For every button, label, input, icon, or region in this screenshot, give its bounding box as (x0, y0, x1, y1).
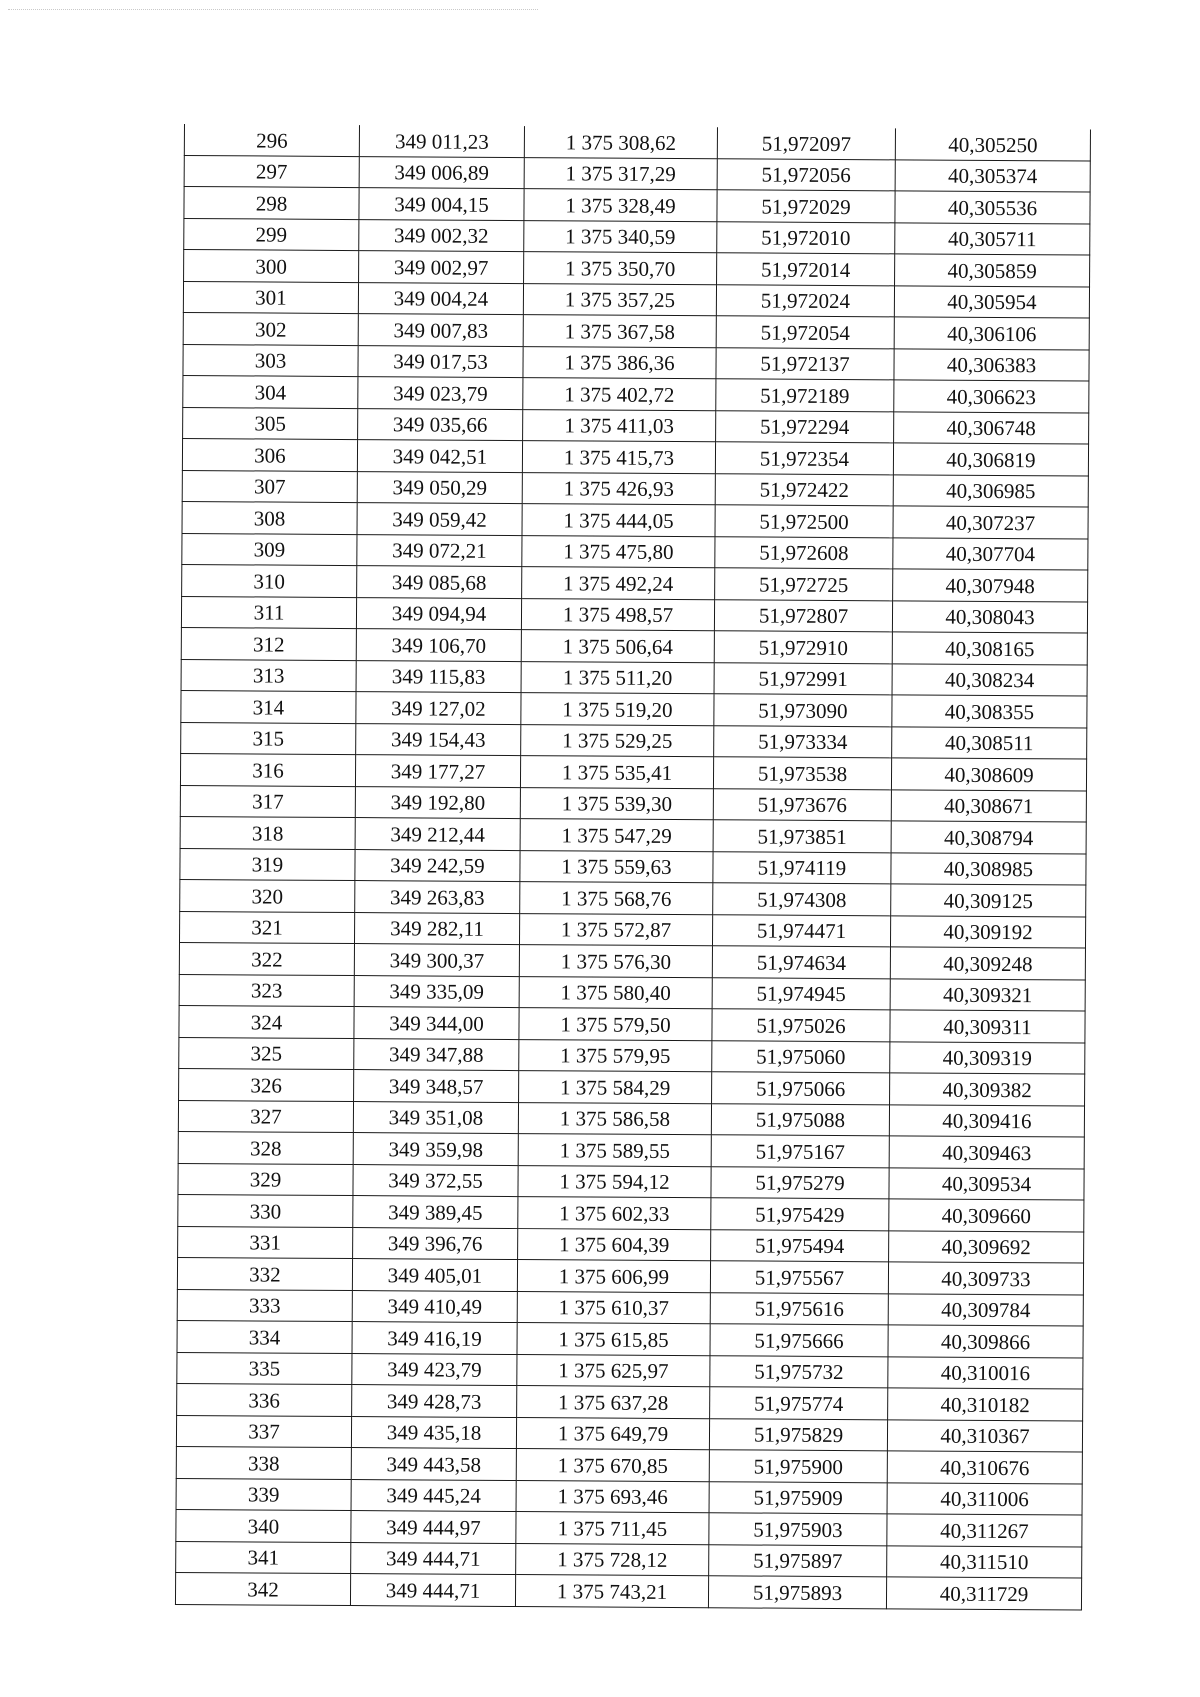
latitude-cell: 51,972608 (715, 536, 893, 569)
latitude-cell: 51,975567 (710, 1261, 888, 1294)
point-number-cell: 309 (182, 533, 357, 566)
latitude-cell: 51,975616 (710, 1292, 888, 1325)
y-coordinate-cell: 1 375 506,64 (521, 630, 714, 663)
point-number-cell: 308 (182, 501, 357, 534)
latitude-cell: 51,972097 (717, 127, 895, 159)
point-number-cell: 338 (176, 1446, 351, 1479)
longitude-cell: 40,309463 (889, 1136, 1084, 1169)
longitude-cell: 40,309784 (888, 1293, 1083, 1326)
latitude-cell: 51,975026 (712, 1009, 890, 1042)
latitude-cell: 51,974471 (712, 914, 890, 947)
y-coordinate-cell: 1 375 568,76 (520, 882, 713, 915)
x-coordinate-cell: 349 443,58 (351, 1448, 516, 1481)
y-coordinate-cell: 1 375 492,24 (522, 567, 715, 600)
longitude-cell: 40,305859 (895, 254, 1090, 287)
x-coordinate-cell: 349 347,88 (354, 1038, 519, 1071)
y-coordinate-cell: 1 375 308,62 (524, 126, 717, 158)
latitude-cell: 51,972024 (716, 284, 894, 317)
y-coordinate-cell: 1 375 317,29 (524, 157, 717, 190)
y-coordinate-cell: 1 375 511,20 (521, 661, 714, 694)
longitude-cell: 40,306985 (893, 474, 1088, 507)
point-number-cell: 315 (181, 722, 356, 755)
y-coordinate-cell: 1 375 579,50 (519, 1008, 712, 1041)
x-coordinate-cell: 349 423,79 (352, 1353, 517, 1386)
y-coordinate-cell: 1 375 328,49 (524, 189, 717, 222)
longitude-cell: 40,307237 (893, 506, 1088, 539)
latitude-cell: 51,973676 (713, 788, 891, 821)
x-coordinate-cell: 349 023,79 (358, 377, 523, 410)
latitude-cell: 51,972725 (715, 568, 893, 601)
longitude-cell: 40,306106 (894, 317, 1089, 350)
longitude-cell: 40,308794 (891, 821, 1086, 854)
longitude-cell: 40,306383 (894, 348, 1089, 381)
point-number-cell: 302 (183, 312, 358, 345)
latitude-cell: 51,972056 (717, 158, 895, 191)
y-coordinate-cell: 1 375 584,29 (519, 1071, 712, 1104)
y-coordinate-cell: 1 375 586,58 (518, 1102, 711, 1135)
latitude-cell: 51,972189 (716, 379, 894, 412)
longitude-cell: 40,309416 (889, 1104, 1084, 1137)
y-coordinate-cell: 1 375 415,73 (522, 441, 715, 474)
longitude-cell: 40,307948 (893, 569, 1088, 602)
latitude-cell: 51,972014 (717, 253, 895, 286)
longitude-cell: 40,306623 (894, 380, 1089, 413)
x-coordinate-cell: 349 094,94 (356, 597, 521, 630)
y-coordinate-cell: 1 375 579,95 (519, 1039, 712, 1072)
y-coordinate-cell: 1 375 693,46 (516, 1480, 709, 1513)
longitude-cell: 40,309192 (890, 915, 1085, 948)
x-coordinate-cell: 349 389,45 (353, 1196, 518, 1229)
point-number-cell: 316 (180, 753, 355, 786)
y-coordinate-cell: 1 375 367,58 (523, 315, 716, 348)
x-coordinate-cell: 349 444,71 (351, 1542, 516, 1575)
scan-dotted-line (8, 9, 538, 11)
x-coordinate-cell: 349 445,24 (351, 1479, 516, 1512)
latitude-cell: 51,975897 (709, 1544, 887, 1577)
longitude-cell: 40,311006 (887, 1482, 1082, 1515)
y-coordinate-cell: 1 375 340,59 (524, 220, 717, 253)
point-number-cell: 306 (182, 438, 357, 471)
x-coordinate-cell: 349 242,59 (355, 849, 520, 882)
longitude-cell: 40,309866 (888, 1325, 1083, 1358)
latitude-cell: 51,973851 (713, 820, 891, 853)
y-coordinate-cell: 1 375 637,28 (517, 1386, 710, 1419)
x-coordinate-cell: 349 072,21 (357, 534, 522, 567)
x-coordinate-cell: 349 002,97 (359, 251, 524, 284)
latitude-cell: 51,972294 (716, 410, 894, 443)
latitude-cell: 51,975909 (709, 1481, 887, 1514)
x-coordinate-cell: 349 004,15 (359, 188, 524, 221)
latitude-cell: 51,975774 (710, 1387, 888, 1420)
coordinates-table (175, 124, 1091, 1610)
longitude-cell: 40,309248 (890, 947, 1085, 980)
y-coordinate-cell: 1 375 670,85 (516, 1449, 709, 1482)
point-number-cell: 319 (180, 848, 355, 881)
latitude-cell: 51,975060 (712, 1040, 890, 1073)
longitude-cell: 40,309692 (889, 1230, 1084, 1263)
x-coordinate-cell: 349 282,11 (354, 912, 519, 945)
latitude-cell: 51,973090 (714, 694, 892, 727)
point-number-cell: 335 (177, 1352, 352, 1385)
point-number-cell: 298 (184, 187, 359, 220)
point-number-cell: 314 (181, 690, 356, 723)
point-number-cell: 296 (184, 124, 359, 156)
x-coordinate-cell: 349 263,83 (355, 881, 520, 914)
x-coordinate-cell: 349 344,00 (354, 1007, 519, 1040)
point-number-cell: 326 (179, 1068, 354, 1101)
x-coordinate-cell: 349 444,71 (350, 1574, 515, 1607)
latitude-cell: 51,975900 (709, 1450, 887, 1483)
x-coordinate-cell: 349 351,08 (353, 1101, 518, 1134)
x-coordinate-cell: 349 154,43 (356, 723, 521, 756)
y-coordinate-cell: 1 375 602,33 (518, 1197, 711, 1230)
point-number-cell: 320 (180, 879, 355, 912)
longitude-cell: 40,310182 (888, 1388, 1083, 1421)
longitude-cell: 40,305536 (895, 191, 1090, 224)
latitude-cell: 51,972137 (716, 347, 894, 380)
x-coordinate-cell: 349 359,98 (353, 1133, 518, 1166)
y-coordinate-cell: 1 375 350,70 (524, 252, 717, 285)
point-number-cell: 300 (184, 250, 359, 283)
longitude-cell: 40,308234 (892, 663, 1087, 696)
point-number-cell: 332 (177, 1257, 352, 1290)
latitude-cell: 51,972354 (715, 442, 893, 475)
x-coordinate-cell: 349 004,24 (358, 282, 523, 315)
longitude-cell: 40,308609 (891, 758, 1086, 791)
table-row (175, 1572, 1081, 1609)
x-coordinate-cell: 349 050,29 (357, 471, 522, 504)
y-coordinate-cell: 1 375 475,80 (522, 535, 715, 568)
x-coordinate-cell: 349 042,51 (357, 440, 522, 473)
x-coordinate-cell: 349 006,89 (359, 156, 524, 189)
latitude-cell: 51,972422 (715, 473, 893, 506)
point-number-cell: 310 (182, 564, 357, 597)
point-number-cell: 337 (176, 1415, 351, 1448)
x-coordinate-cell: 349 177,27 (355, 755, 520, 788)
y-coordinate-cell: 1 375 580,40 (519, 976, 712, 1009)
x-coordinate-cell: 349 396,76 (353, 1227, 518, 1260)
point-number-cell: 297 (184, 155, 359, 188)
longitude-cell: 40,308511 (892, 726, 1087, 759)
x-coordinate-cell: 349 002,32 (359, 219, 524, 252)
latitude-cell: 51,975494 (711, 1229, 889, 1262)
y-coordinate-cell: 1 375 559,63 (520, 850, 713, 883)
point-number-cell: 322 (179, 942, 354, 975)
x-coordinate-cell: 349 106,70 (356, 629, 521, 662)
longitude-cell: 40,307704 (893, 537, 1088, 570)
y-coordinate-cell: 1 375 711,45 (516, 1512, 709, 1545)
latitude-cell: 51,972054 (716, 316, 894, 349)
y-coordinate-cell: 1 375 547,29 (520, 819, 713, 852)
point-number-cell: 305 (183, 407, 358, 440)
longitude-cell: 40,306748 (894, 411, 1089, 444)
longitude-cell: 40,311729 (886, 1577, 1081, 1610)
y-coordinate-cell: 1 375 519,20 (521, 693, 714, 726)
latitude-cell: 51,973334 (714, 725, 892, 758)
y-coordinate-cell: 1 375 402,72 (523, 378, 716, 411)
latitude-cell: 51,972991 (714, 662, 892, 695)
latitude-cell: 51,975829 (709, 1418, 887, 1451)
longitude-cell: 40,310016 (888, 1356, 1083, 1389)
x-coordinate-cell: 349 416,19 (352, 1322, 517, 1355)
latitude-cell: 51,975429 (711, 1198, 889, 1231)
latitude-cell: 51,975903 (709, 1513, 887, 1546)
longitude-cell: 40,309660 (889, 1199, 1084, 1232)
y-coordinate-cell: 1 375 529,25 (521, 724, 714, 757)
longitude-cell: 40,310676 (887, 1451, 1082, 1484)
y-coordinate-cell: 1 375 572,87 (519, 913, 712, 946)
point-number-cell: 317 (180, 785, 355, 818)
y-coordinate-cell: 1 375 604,39 (518, 1228, 711, 1261)
point-number-cell: 340 (176, 1509, 351, 1542)
latitude-cell: 51,975732 (710, 1355, 888, 1388)
point-number-cell: 299 (184, 218, 359, 251)
latitude-cell: 51,972807 (714, 599, 892, 632)
point-number-cell: 341 (176, 1541, 351, 1574)
x-coordinate-cell: 349 300,37 (354, 944, 519, 977)
latitude-cell: 51,972029 (717, 190, 895, 223)
x-coordinate-cell: 349 085,68 (357, 566, 522, 599)
longitude-cell: 40,305954 (894, 285, 1089, 318)
point-number-cell: 330 (178, 1194, 353, 1227)
point-number-cell: 307 (182, 470, 357, 503)
point-number-cell: 311 (181, 596, 356, 629)
latitude-cell: 51,975279 (711, 1166, 889, 1199)
x-coordinate-cell: 349 372,55 (353, 1164, 518, 1197)
latitude-cell: 51,974634 (712, 946, 890, 979)
longitude-cell: 40,308985 (891, 852, 1086, 885)
point-number-cell: 323 (179, 974, 354, 1007)
y-coordinate-cell: 1 375 386,36 (523, 346, 716, 379)
latitude-cell: 51,972910 (714, 631, 892, 664)
point-number-cell: 334 (177, 1320, 352, 1353)
latitude-cell: 51,974945 (712, 977, 890, 1010)
point-number-cell: 327 (178, 1100, 353, 1133)
coordinates-table-body (175, 124, 1090, 1610)
longitude-cell: 40,308043 (892, 600, 1087, 633)
x-coordinate-cell: 349 127,02 (356, 692, 521, 725)
latitude-cell: 51,975066 (712, 1072, 890, 1105)
x-coordinate-cell: 349 007,83 (358, 314, 523, 347)
x-coordinate-cell: 349 428,73 (352, 1385, 517, 1418)
longitude-cell: 40,305711 (895, 222, 1090, 255)
point-number-cell: 301 (183, 281, 358, 314)
y-coordinate-cell: 1 375 606,99 (517, 1260, 710, 1293)
x-coordinate-cell: 349 035,66 (358, 408, 523, 441)
point-number-cell: 312 (181, 627, 356, 660)
y-coordinate-cell: 1 375 728,12 (516, 1543, 709, 1576)
y-coordinate-cell: 1 375 498,57 (521, 598, 714, 631)
point-number-cell: 331 (178, 1226, 353, 1259)
point-number-cell: 324 (179, 1005, 354, 1038)
longitude-cell: 40,306819 (893, 443, 1088, 476)
latitude-cell: 51,975088 (711, 1103, 889, 1136)
point-number-cell: 329 (178, 1163, 353, 1196)
latitude-cell: 51,973538 (713, 757, 891, 790)
longitude-cell: 40,309311 (890, 1010, 1085, 1043)
x-coordinate-cell: 349 410,49 (352, 1290, 517, 1323)
x-coordinate-cell: 349 348,57 (354, 1070, 519, 1103)
x-coordinate-cell: 349 405,01 (352, 1259, 517, 1292)
y-coordinate-cell: 1 375 589,55 (518, 1134, 711, 1167)
latitude-cell: 51,974119 (713, 851, 891, 884)
point-number-cell: 342 (175, 1572, 350, 1605)
y-coordinate-cell: 1 375 426,93 (522, 472, 715, 505)
longitude-cell: 40,311510 (887, 1545, 1082, 1578)
point-number-cell: 304 (183, 375, 358, 408)
y-coordinate-cell: 1 375 625,97 (517, 1354, 710, 1387)
longitude-cell: 40,309733 (888, 1262, 1083, 1295)
y-coordinate-cell: 1 375 615,85 (517, 1323, 710, 1356)
point-number-cell: 321 (180, 911, 355, 944)
y-coordinate-cell: 1 375 535,41 (520, 756, 713, 789)
y-coordinate-cell: 1 375 610,37 (517, 1291, 710, 1324)
point-number-cell: 328 (178, 1131, 353, 1164)
point-number-cell: 336 (177, 1383, 352, 1416)
y-coordinate-cell: 1 375 357,25 (523, 283, 716, 316)
x-coordinate-cell: 349 115,83 (356, 660, 521, 693)
y-coordinate-cell: 1 375 594,12 (518, 1165, 711, 1198)
y-coordinate-cell: 1 375 576,30 (519, 945, 712, 978)
x-coordinate-cell: 349 017,53 (358, 345, 523, 378)
longitude-cell: 40,309534 (889, 1167, 1084, 1200)
longitude-cell: 40,309382 (890, 1073, 1085, 1106)
longitude-cell: 40,309319 (890, 1041, 1085, 1074)
y-coordinate-cell: 1 375 539,30 (520, 787, 713, 820)
latitude-cell: 51,972010 (717, 221, 895, 254)
longitude-cell: 40,305250 (895, 128, 1090, 160)
longitude-cell: 40,309321 (890, 978, 1085, 1011)
y-coordinate-cell: 1 375 743,21 (515, 1575, 708, 1608)
x-coordinate-cell: 349 444,97 (351, 1511, 516, 1544)
x-coordinate-cell: 349 192,80 (355, 786, 520, 819)
longitude-cell: 40,310367 (887, 1419, 1082, 1452)
x-coordinate-cell: 349 212,44 (355, 818, 520, 851)
x-coordinate-cell: 349 335,09 (354, 975, 519, 1008)
y-coordinate-cell: 1 375 444,05 (522, 504, 715, 537)
x-coordinate-cell: 349 435,18 (351, 1416, 516, 1449)
latitude-cell: 51,972500 (715, 505, 893, 538)
longitude-cell: 40,308355 (892, 695, 1087, 728)
y-coordinate-cell: 1 375 649,79 (516, 1417, 709, 1450)
latitude-cell: 51,975893 (708, 1576, 886, 1609)
latitude-cell: 51,974308 (713, 883, 891, 916)
point-number-cell: 318 (180, 816, 355, 849)
y-coordinate-cell: 1 375 411,03 (523, 409, 716, 442)
point-number-cell: 325 (179, 1037, 354, 1070)
longitude-cell: 40,308165 (892, 632, 1087, 665)
point-number-cell: 339 (176, 1478, 351, 1511)
point-number-cell: 303 (183, 344, 358, 377)
longitude-cell: 40,311267 (887, 1514, 1082, 1547)
latitude-cell: 51,975666 (710, 1324, 888, 1357)
x-coordinate-cell: 349 011,23 (359, 125, 524, 157)
latitude-cell: 51,975167 (711, 1135, 889, 1168)
longitude-cell: 40,308671 (891, 789, 1086, 822)
point-number-cell: 313 (181, 659, 356, 692)
longitude-cell: 40,309125 (891, 884, 1086, 917)
x-coordinate-cell: 349 059,42 (357, 503, 522, 536)
point-number-cell: 333 (177, 1289, 352, 1322)
longitude-cell: 40,305374 (895, 159, 1090, 192)
